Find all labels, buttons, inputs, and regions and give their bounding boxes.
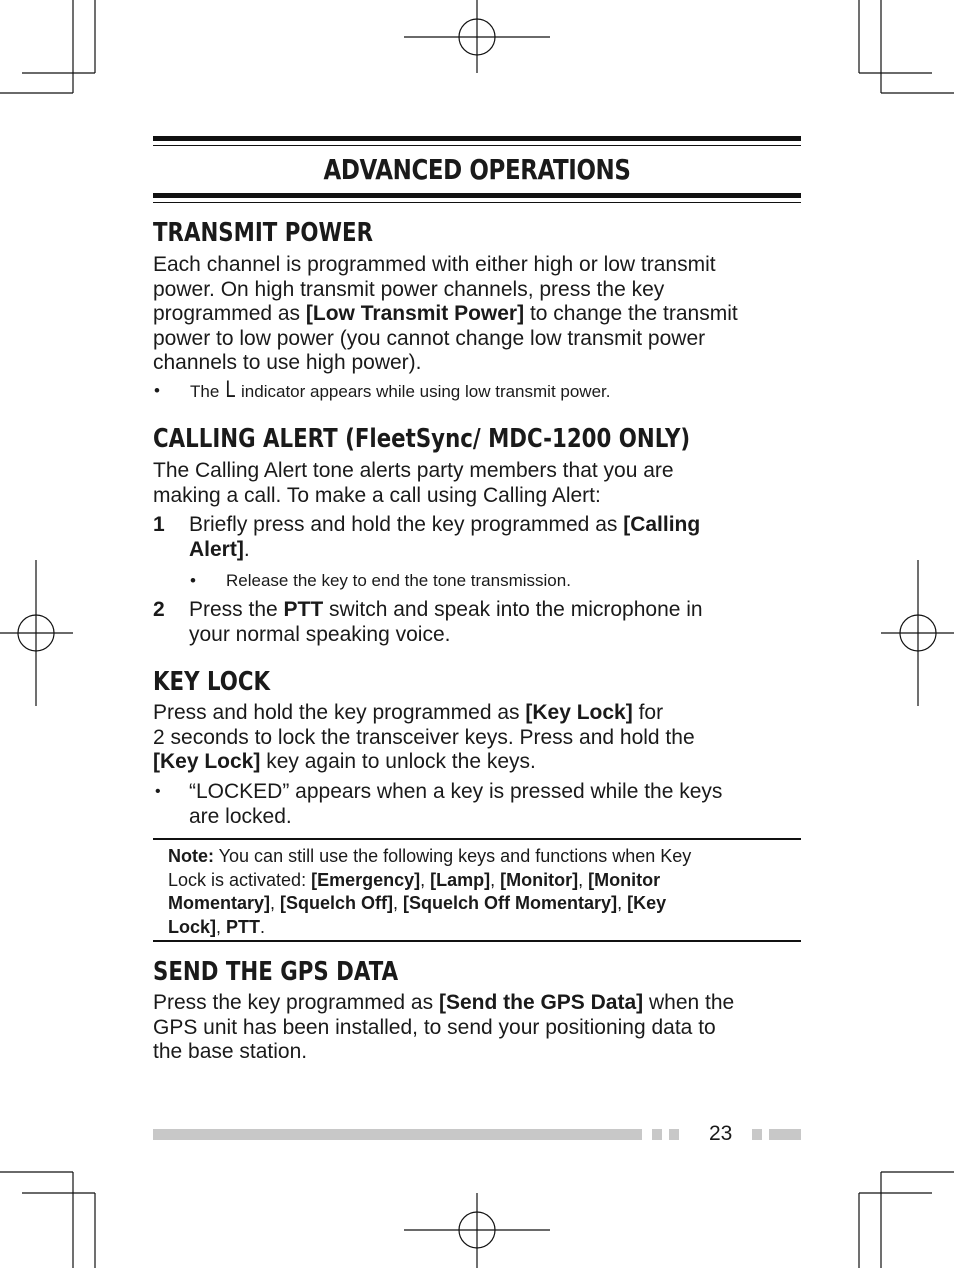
text-span: to change the transmit bbox=[524, 302, 738, 325]
text-span: Press the bbox=[189, 598, 284, 621]
text-span: for bbox=[632, 701, 664, 724]
text-line bbox=[153, 302, 803, 327]
text-line: power. On high transmit power channels, press the key bbox=[153, 277, 665, 301]
heading-send-gps-data: SEND THE GPS DATA bbox=[153, 957, 399, 987]
text-span: indicator appears while using low transmit power. bbox=[236, 382, 611, 401]
bullet-dot: • bbox=[155, 783, 161, 800]
text-span: . bbox=[243, 537, 250, 561]
heading-calling-alert: CALLING ALERT (FleetSync/ MDC-1200 ONLY) bbox=[153, 424, 691, 454]
bullet-dot: • bbox=[190, 571, 196, 590]
heading-transmit-power: TRANSMIT POWER bbox=[153, 218, 374, 248]
footer-bar-left bbox=[153, 1129, 642, 1140]
text-line: power to low power (you cannot change low transmit power bbox=[153, 326, 706, 350]
separator: , bbox=[578, 869, 589, 890]
key-monitor: [Monitor] bbox=[500, 869, 579, 890]
text-line bbox=[168, 845, 801, 869]
text-line: are locked. bbox=[189, 804, 292, 828]
text-line bbox=[168, 869, 801, 893]
footer-square bbox=[669, 1129, 679, 1140]
text-span: The bbox=[190, 382, 225, 401]
step-number: 2 bbox=[153, 598, 165, 621]
text-span: when the bbox=[643, 991, 735, 1014]
text-line bbox=[189, 598, 801, 623]
key-key-lock: [Key Lock] bbox=[525, 701, 633, 724]
text-span: Press and hold the key programmed as bbox=[153, 701, 526, 724]
text-line: channels to use high power). bbox=[153, 351, 422, 374]
text-span: Lock is activated: bbox=[168, 869, 312, 890]
gps-paragraph bbox=[153, 991, 803, 1065]
text-line bbox=[153, 750, 803, 775]
key-key-lock: Lock] bbox=[168, 916, 217, 937]
text-line: The Calling Alert tone alerts party members that you are bbox=[153, 459, 674, 482]
note-label: Note: bbox=[168, 846, 214, 866]
text-span: switch and speak into the microphone in bbox=[323, 598, 703, 621]
text-line: Each channel is programmed with either high or low transmit bbox=[153, 253, 716, 276]
text-line bbox=[153, 701, 803, 726]
text-line bbox=[153, 991, 803, 1016]
key-ptt: PTT bbox=[226, 916, 261, 937]
footer-bar-right bbox=[769, 1129, 801, 1140]
title-block bbox=[153, 136, 801, 203]
text-line: “LOCKED” appears when a key is pressed while the keys bbox=[189, 780, 723, 803]
separator: , bbox=[216, 916, 227, 937]
transmit-power-paragraph bbox=[153, 253, 803, 376]
key-squelch-off-momentary: [Squelch Off Momentary] bbox=[403, 893, 618, 913]
key-ptt: PTT bbox=[283, 598, 324, 621]
step-text bbox=[189, 513, 801, 562]
separator: , bbox=[420, 869, 431, 890]
text-span: You can still use the following keys and functions when Key bbox=[214, 846, 692, 866]
text-span: programmed as bbox=[153, 302, 306, 325]
text-span: Press the key programmed as bbox=[153, 991, 439, 1014]
step-text bbox=[189, 598, 801, 647]
page-number: 23 bbox=[709, 1122, 733, 1145]
title-rule-top-thin bbox=[153, 145, 801, 146]
calling-alert-paragraph bbox=[153, 459, 803, 508]
key-monitor-momentary: Momentary] bbox=[168, 893, 271, 913]
key-squelch-off: [Squelch Off] bbox=[280, 893, 394, 913]
text-line bbox=[189, 538, 801, 563]
text-line: the base station. bbox=[153, 1040, 308, 1063]
step-2 bbox=[153, 598, 803, 648]
key-low-transmit-power: [Low Transmit Power] bbox=[305, 302, 525, 325]
text-line bbox=[168, 892, 801, 916]
text-line bbox=[168, 916, 801, 940]
text-line: 2 seconds to lock the transceiver keys. Press and hold the bbox=[153, 725, 695, 749]
bullet-dot: • bbox=[154, 381, 160, 400]
bullet-text bbox=[189, 780, 801, 829]
bullet-low-power-indicator bbox=[154, 378, 611, 403]
page-footer bbox=[153, 1120, 801, 1150]
step-1 bbox=[153, 513, 803, 563]
page-title: ADVANCED OPERATIONS bbox=[323, 153, 631, 186]
low-power-indicator-icon: L bbox=[225, 378, 236, 403]
key-key-lock: [Key bbox=[627, 893, 667, 913]
text-span: Release the key to end the tone transmission. bbox=[226, 571, 571, 590]
key-key-lock: [Key Lock] bbox=[153, 750, 261, 773]
bullet-locked-display bbox=[153, 780, 803, 830]
title-rule-top bbox=[153, 136, 801, 141]
separator: , bbox=[490, 869, 501, 890]
step-number: 1 bbox=[153, 513, 165, 536]
text-line bbox=[189, 513, 801, 538]
key-calling: [Calling bbox=[623, 513, 701, 536]
key-alert: Alert] bbox=[189, 537, 244, 561]
heading-key-lock: KEY LOCK bbox=[153, 667, 271, 697]
text-line: making a call. To make a call using Calling Alert: bbox=[153, 483, 601, 507]
footer-square bbox=[652, 1129, 662, 1140]
text-span: . bbox=[260, 916, 266, 937]
separator: , bbox=[617, 893, 628, 913]
bullet-release-key bbox=[190, 570, 571, 592]
text-line: GPS unit has been installed, to send your positioning data to bbox=[153, 1015, 716, 1039]
key-lock-paragraph bbox=[153, 701, 803, 775]
key-send-gps-data: [Send the GPS Data] bbox=[438, 991, 644, 1014]
footer-square bbox=[752, 1129, 762, 1140]
key-monitor-momentary: [Monitor bbox=[588, 869, 661, 890]
text-line: your normal speaking voice. bbox=[189, 622, 451, 646]
text-span: key again to unlock the keys. bbox=[260, 750, 536, 773]
key-emergency: [Emergency] bbox=[311, 869, 421, 890]
title-rule-bottom bbox=[153, 193, 801, 198]
key-lamp: [Lamp] bbox=[430, 869, 491, 890]
text-span: Briefly press and hold the key programmed as bbox=[189, 513, 624, 536]
separator: , bbox=[393, 893, 404, 913]
separator: , bbox=[270, 893, 281, 913]
title-rule-bottom-thin bbox=[153, 202, 801, 203]
note-box bbox=[153, 838, 801, 942]
